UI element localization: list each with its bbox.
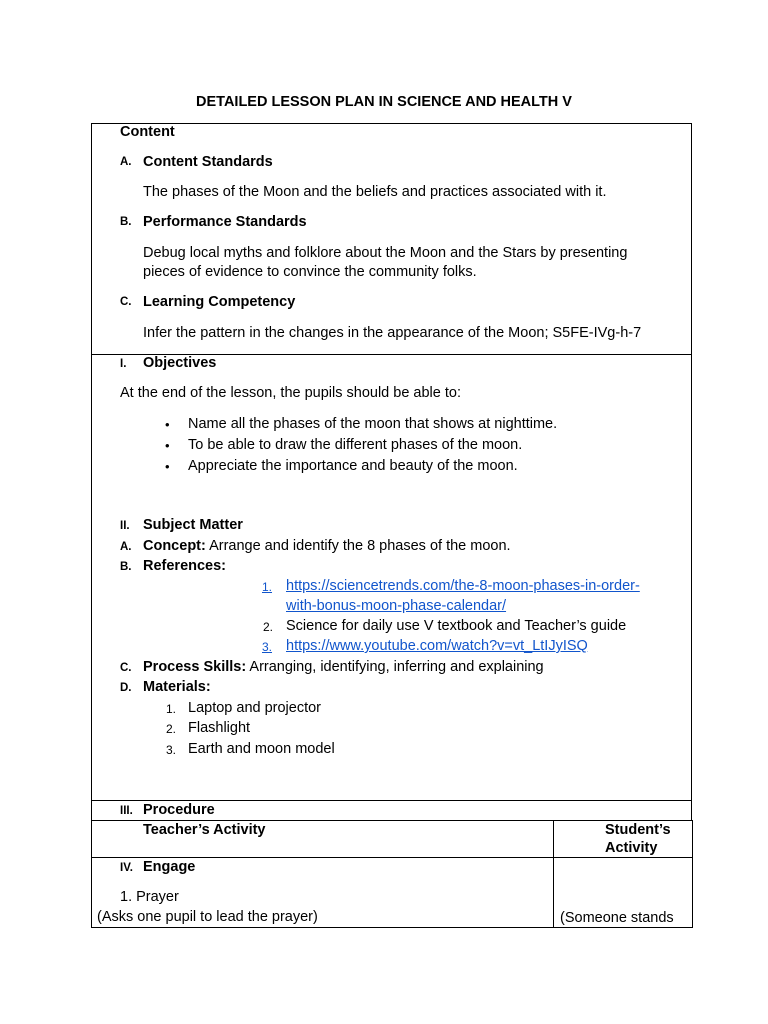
content-standards-text: The phases of the Moon and the beliefs and practices associated with it.: [143, 184, 607, 200]
procedure-label: Procedure: [143, 802, 215, 818]
objective-item: • Name all the phases of the moon that shows at nighttime.: [188, 415, 557, 434]
learning-competency-marker: C.: [120, 296, 132, 308]
engage-student-text: (Someone stands: [560, 910, 674, 926]
materials-marker: D.: [120, 682, 132, 694]
engage-label: Engage: [143, 859, 196, 875]
process-skills-line: [143, 658, 544, 677]
materials-label: Materials:: [143, 679, 211, 695]
student-activity-header-line1: Student’s: [605, 822, 671, 838]
reference-number: 3.: [262, 640, 273, 654]
concept-text: Arrange and identify the 8 phases of the moon.: [205, 538, 511, 554]
reference-number: 1.: [262, 580, 273, 594]
subject-matter-marker: II.: [120, 520, 130, 532]
document-title: DETAILED LESSON PLAN IN SCIENCE AND HEALTH V: [196, 94, 572, 110]
engage-marker: IV.: [120, 862, 134, 874]
content-standards-marker: A.: [120, 156, 132, 168]
content-heading: Content: [120, 124, 175, 140]
subject-matter-label: Subject Matter: [143, 517, 243, 533]
objectives-intro: At the end of the lesson, the pupils should be able to:: [120, 385, 461, 401]
engage-teacher-text: (Asks one pupil to lead the prayer): [97, 909, 318, 925]
process-skills-marker: C.: [120, 662, 132, 674]
teacher-activity-header: Teacher’s Activity: [143, 822, 266, 838]
objective-item: • To be able to draw the different phases of the moon.: [188, 436, 522, 455]
objectives-marker: I.: [120, 358, 127, 370]
reference-link-youtube[interactable]: https://www.youtube.com/watch?v=vt_LtIJyISQ: [286, 638, 588, 654]
performance-standards-marker: B.: [120, 216, 132, 228]
concept-label: Concept:: [143, 538, 206, 554]
material-number: 2.: [166, 722, 177, 736]
material-number: 3.: [166, 743, 177, 757]
references-label: References:: [143, 558, 227, 574]
learning-competency-text: Infer the pattern in the changes in the appearance of the Moon; S5FE-IVg-h-7: [143, 325, 642, 341]
material-item: Flashlight: [188, 720, 251, 736]
material-item: Laptop and projector: [188, 700, 322, 716]
process-skills-label: Process Skills:: [143, 659, 247, 675]
performance-standards-text-line1: Debug local myths and folklore about the Moon and the Stars by presenting: [143, 245, 628, 261]
concept-line: [143, 537, 511, 556]
reference-link-sciencetrends[interactable]: https://sciencetrends.com/the-8-moon-phases-in-order-: [286, 578, 640, 594]
objective-item: • Appreciate the importance and beauty of the moon.: [188, 457, 518, 476]
objectives-label: Objectives: [143, 355, 217, 371]
content-standards-label: Content Standards: [143, 154, 273, 170]
procedure-marker: III.: [120, 805, 133, 817]
process-skills-text: Arranging, identifying, inferring and explaining: [246, 659, 544, 675]
student-activity-header-line2: Activity: [605, 840, 658, 856]
references-marker: B.: [120, 561, 132, 573]
performance-standards-label: Performance Standards: [143, 214, 307, 230]
material-number: 1.: [166, 702, 177, 716]
material-item: Earth and moon model: [188, 741, 335, 757]
learning-competency-label: Learning Competency: [143, 294, 296, 310]
reference-link-sciencetrends-cont[interactable]: with-bonus-moon-phase-calendar/: [286, 598, 507, 614]
reference-textbook: Science for daily use V textbook and Teacher’s guide: [286, 618, 627, 634]
reference-number: 2.: [263, 620, 274, 634]
engage-step: 1. Prayer: [120, 889, 179, 905]
concept-marker: A.: [120, 541, 132, 553]
performance-standards-text-line2: pieces of evidence to convince the community folks.: [143, 264, 477, 280]
